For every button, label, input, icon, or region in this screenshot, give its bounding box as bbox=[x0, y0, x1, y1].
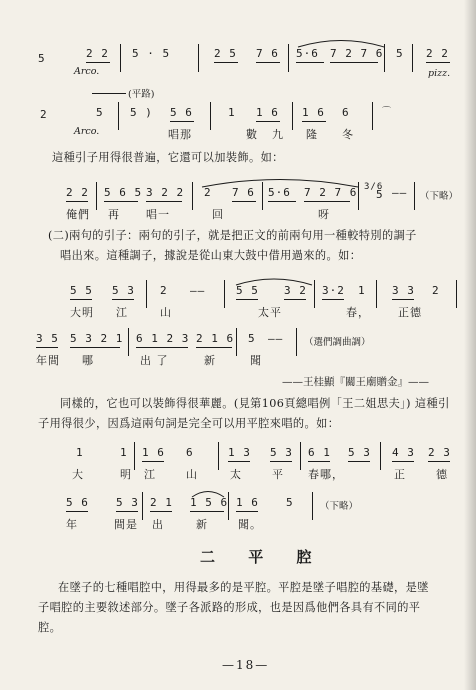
lyric: 正 bbox=[394, 468, 406, 481]
barline bbox=[312, 492, 313, 520]
note: 5 bbox=[396, 47, 404, 60]
beam bbox=[142, 461, 164, 462]
note: 7 2 7 6 bbox=[330, 47, 384, 60]
paragraph-1: 這種引子用得很普遍，它還可以加裝飾。如： bbox=[52, 151, 284, 164]
barline bbox=[314, 280, 315, 308]
lyric: 唱一 bbox=[146, 208, 170, 221]
barline bbox=[134, 442, 135, 470]
note: 5 5 bbox=[70, 284, 93, 297]
note: 1 6 bbox=[142, 446, 165, 459]
beam bbox=[426, 62, 450, 63]
beam bbox=[392, 299, 414, 300]
beam bbox=[228, 461, 250, 462]
beam bbox=[268, 201, 296, 202]
barline bbox=[128, 328, 129, 356]
beam bbox=[70, 347, 120, 348]
barline bbox=[228, 492, 229, 520]
barline bbox=[198, 44, 199, 72]
beam bbox=[270, 461, 292, 462]
note: 5·6 bbox=[268, 186, 291, 199]
barline bbox=[224, 280, 225, 308]
barline bbox=[288, 44, 289, 72]
bracket-label: (平路) bbox=[128, 89, 155, 100]
lyric: 呀 bbox=[318, 208, 330, 221]
beam bbox=[256, 121, 280, 122]
beam bbox=[150, 511, 172, 512]
note: 6 bbox=[342, 106, 350, 119]
lyric: 春哪， bbox=[308, 468, 344, 481]
note: 2 3 bbox=[428, 446, 451, 459]
beam bbox=[302, 121, 326, 122]
barline bbox=[414, 182, 415, 210]
note: 6 1 2 3 bbox=[136, 332, 190, 345]
lyric: 年間 bbox=[36, 354, 60, 367]
beam bbox=[104, 201, 138, 202]
arco-marking: Arco. bbox=[74, 66, 100, 77]
page-number: —18— bbox=[222, 658, 270, 672]
lyric: 回 bbox=[212, 208, 224, 221]
lyric: 間是 bbox=[114, 518, 138, 531]
note: 1 6 bbox=[236, 496, 259, 509]
note: 5 bbox=[286, 496, 294, 509]
beam bbox=[392, 461, 414, 462]
lyric: 德 bbox=[436, 468, 448, 481]
beam bbox=[232, 201, 256, 202]
note: 3 2 bbox=[284, 284, 307, 297]
paragraph-3-line-1: 同樣的，它也可以裝飾得很華麗。(見第106頁總唱例「王二姐思夫」) 這種引 bbox=[60, 397, 450, 410]
barline bbox=[118, 102, 119, 130]
beam bbox=[308, 461, 330, 462]
beam bbox=[66, 201, 88, 202]
note: 3/6 bbox=[364, 182, 384, 192]
note: 7 6 bbox=[256, 47, 279, 60]
note: 5 3 2 1 bbox=[70, 332, 124, 345]
slur-arc bbox=[234, 276, 314, 286]
lyric: 聞。 bbox=[238, 518, 262, 531]
lyric: 山 bbox=[160, 306, 172, 319]
paragraph-2-line-2: 唱出來。這種調子，據說是從山東大鼓中借用過來的。如： bbox=[60, 249, 362, 262]
note: 5 · 5 bbox=[132, 47, 171, 60]
slur-arc bbox=[200, 176, 360, 188]
note: 3 5 bbox=[36, 332, 59, 345]
note: 5·6 bbox=[296, 47, 319, 60]
beam bbox=[70, 299, 92, 300]
note: 5 6 5 bbox=[104, 186, 143, 199]
barline bbox=[456, 280, 457, 308]
lyric: 大 bbox=[72, 468, 84, 481]
lyric: 平 bbox=[272, 468, 284, 481]
barline bbox=[236, 328, 237, 356]
lyric: 數 bbox=[246, 128, 258, 141]
lyric: 新 bbox=[204, 354, 216, 367]
section-title: 二 平 腔 bbox=[200, 548, 326, 566]
note: 1 bbox=[120, 446, 128, 459]
note: 5 5 bbox=[236, 284, 259, 297]
paragraph-2-line-1: (二)兩句的引子：兩句的引子，就是把正文的前兩句用一種較特別的調子 bbox=[48, 229, 417, 242]
note: 1 bbox=[228, 106, 236, 119]
lyric: 冬 bbox=[342, 128, 354, 141]
barline bbox=[372, 102, 373, 130]
beam bbox=[86, 62, 110, 63]
note: —— bbox=[392, 186, 408, 199]
lyric: 出 bbox=[152, 518, 164, 531]
note: 2 2 bbox=[426, 47, 449, 60]
tune-source-note: （選們調曲調） bbox=[304, 337, 371, 348]
note: 2 bbox=[204, 186, 212, 199]
note: 2 1 bbox=[150, 496, 173, 509]
barline bbox=[146, 280, 147, 308]
lyric: 太 bbox=[230, 468, 242, 481]
note: 2 1 6 bbox=[196, 332, 235, 345]
beam bbox=[428, 461, 450, 462]
barline bbox=[384, 44, 385, 72]
lyric: 江 bbox=[144, 468, 156, 481]
note: 1 6 bbox=[256, 106, 279, 119]
lyric: 唱那 bbox=[168, 128, 192, 141]
note: 2 bbox=[432, 284, 440, 297]
note: 6 1 bbox=[308, 446, 331, 459]
lyric: 年 bbox=[66, 518, 78, 531]
barline bbox=[218, 442, 219, 470]
beam bbox=[322, 299, 344, 300]
note: 5 3 bbox=[348, 446, 371, 459]
lyric: 聞 bbox=[250, 354, 262, 367]
beam bbox=[136, 347, 188, 348]
note: —— bbox=[190, 284, 206, 297]
paragraph-4-line-3: 腔。 bbox=[38, 621, 62, 634]
lyric: 九 bbox=[272, 128, 284, 141]
note: 7 2 7 6 bbox=[304, 186, 358, 199]
note: 7 6 bbox=[232, 186, 255, 199]
note: 5 3 bbox=[270, 446, 293, 459]
note: 3·2 bbox=[322, 284, 345, 297]
lyric: 俺們 bbox=[66, 208, 90, 221]
beam bbox=[296, 62, 324, 63]
note: 2 bbox=[160, 284, 168, 297]
paragraph-3-line-2: 子用得很少，因爲這兩句詞是完全可以用平腔來唱的。如： bbox=[38, 417, 340, 430]
barline bbox=[142, 492, 143, 520]
lyric: 大明 bbox=[70, 306, 94, 319]
beam bbox=[196, 347, 232, 348]
beam bbox=[304, 201, 350, 202]
note: 5 ) bbox=[130, 106, 153, 119]
beam bbox=[66, 511, 88, 512]
lyric: 哪 bbox=[82, 354, 94, 367]
note: 1 6 bbox=[302, 106, 325, 119]
attribution: ——王桂顯『關王廟贈金』—— bbox=[282, 376, 429, 388]
note: —— bbox=[268, 332, 284, 345]
beam bbox=[256, 62, 280, 63]
note: 5 bbox=[248, 332, 256, 345]
arco-marking: Arco. bbox=[74, 126, 100, 137]
lyric: 太平 bbox=[258, 306, 282, 319]
lyric: 隆 bbox=[306, 128, 318, 141]
lyric: 新 bbox=[196, 518, 208, 531]
note: 5 bbox=[376, 188, 384, 201]
note: 6 bbox=[186, 446, 194, 459]
note: 2 5 bbox=[214, 47, 237, 60]
scan-shadow bbox=[464, 0, 476, 690]
beam bbox=[112, 299, 134, 300]
barline bbox=[96, 182, 97, 210]
lyric: 江 bbox=[116, 306, 128, 319]
lyric: 出 了 bbox=[140, 354, 169, 367]
barline bbox=[120, 44, 121, 72]
note: 5 bbox=[38, 52, 46, 65]
barline bbox=[210, 102, 211, 130]
beam bbox=[236, 299, 258, 300]
note: 1 5 6 bbox=[190, 496, 229, 509]
barline bbox=[300, 442, 301, 470]
note: 4 3 bbox=[392, 446, 415, 459]
beam bbox=[146, 201, 182, 202]
barline bbox=[376, 280, 377, 308]
lyric: 正德 bbox=[398, 306, 422, 319]
note: 5 6 bbox=[66, 496, 89, 509]
note: 1 3 bbox=[228, 446, 251, 459]
note: 5 6 bbox=[170, 106, 193, 119]
note: 1 bbox=[76, 446, 84, 459]
fermata-mark: ⌒ bbox=[382, 107, 392, 117]
lyric: 春， bbox=[346, 306, 370, 319]
note: 3 3 bbox=[392, 284, 415, 297]
pizz-marking: pizz. bbox=[428, 68, 451, 79]
note: 2 bbox=[40, 108, 48, 121]
barline bbox=[412, 44, 413, 72]
beam bbox=[236, 511, 258, 512]
beam bbox=[190, 511, 224, 512]
note: 2 2 bbox=[86, 47, 109, 60]
note: 3 2 2 bbox=[146, 186, 185, 199]
lyric: 明 bbox=[120, 468, 132, 481]
barline bbox=[380, 442, 381, 470]
note: 5 3 bbox=[112, 284, 135, 297]
lyric: 山 bbox=[186, 468, 198, 481]
barline bbox=[296, 328, 297, 356]
note: 2 2 bbox=[66, 186, 89, 199]
paragraph-4-line-2: 子唱腔的主要敘述部分。墜子各派路的形成，也是因爲他們各具有不同的平 bbox=[38, 601, 421, 614]
beam bbox=[214, 62, 238, 63]
omission-note: （下略） bbox=[320, 501, 359, 512]
slur-arc bbox=[190, 488, 226, 498]
beam bbox=[330, 62, 378, 63]
slur-arc bbox=[296, 38, 386, 48]
beam bbox=[170, 121, 194, 122]
bracket-line bbox=[92, 93, 126, 94]
beam bbox=[284, 299, 306, 300]
barline bbox=[292, 102, 293, 130]
beam bbox=[36, 347, 58, 348]
note: 5 bbox=[96, 106, 104, 119]
paragraph-4-line-1: 在墜子的七種唱腔中，用得最多的是平腔。平腔是墜子唱腔的基礎，是墜 bbox=[58, 581, 429, 594]
barline bbox=[192, 182, 193, 210]
note: 5 3 bbox=[116, 496, 139, 509]
beam bbox=[116, 511, 138, 512]
note: 1 bbox=[358, 284, 366, 297]
barline bbox=[358, 182, 359, 210]
lyric: 再 bbox=[108, 208, 120, 221]
omission-note: （下略） bbox=[420, 191, 459, 202]
beam bbox=[348, 461, 370, 462]
